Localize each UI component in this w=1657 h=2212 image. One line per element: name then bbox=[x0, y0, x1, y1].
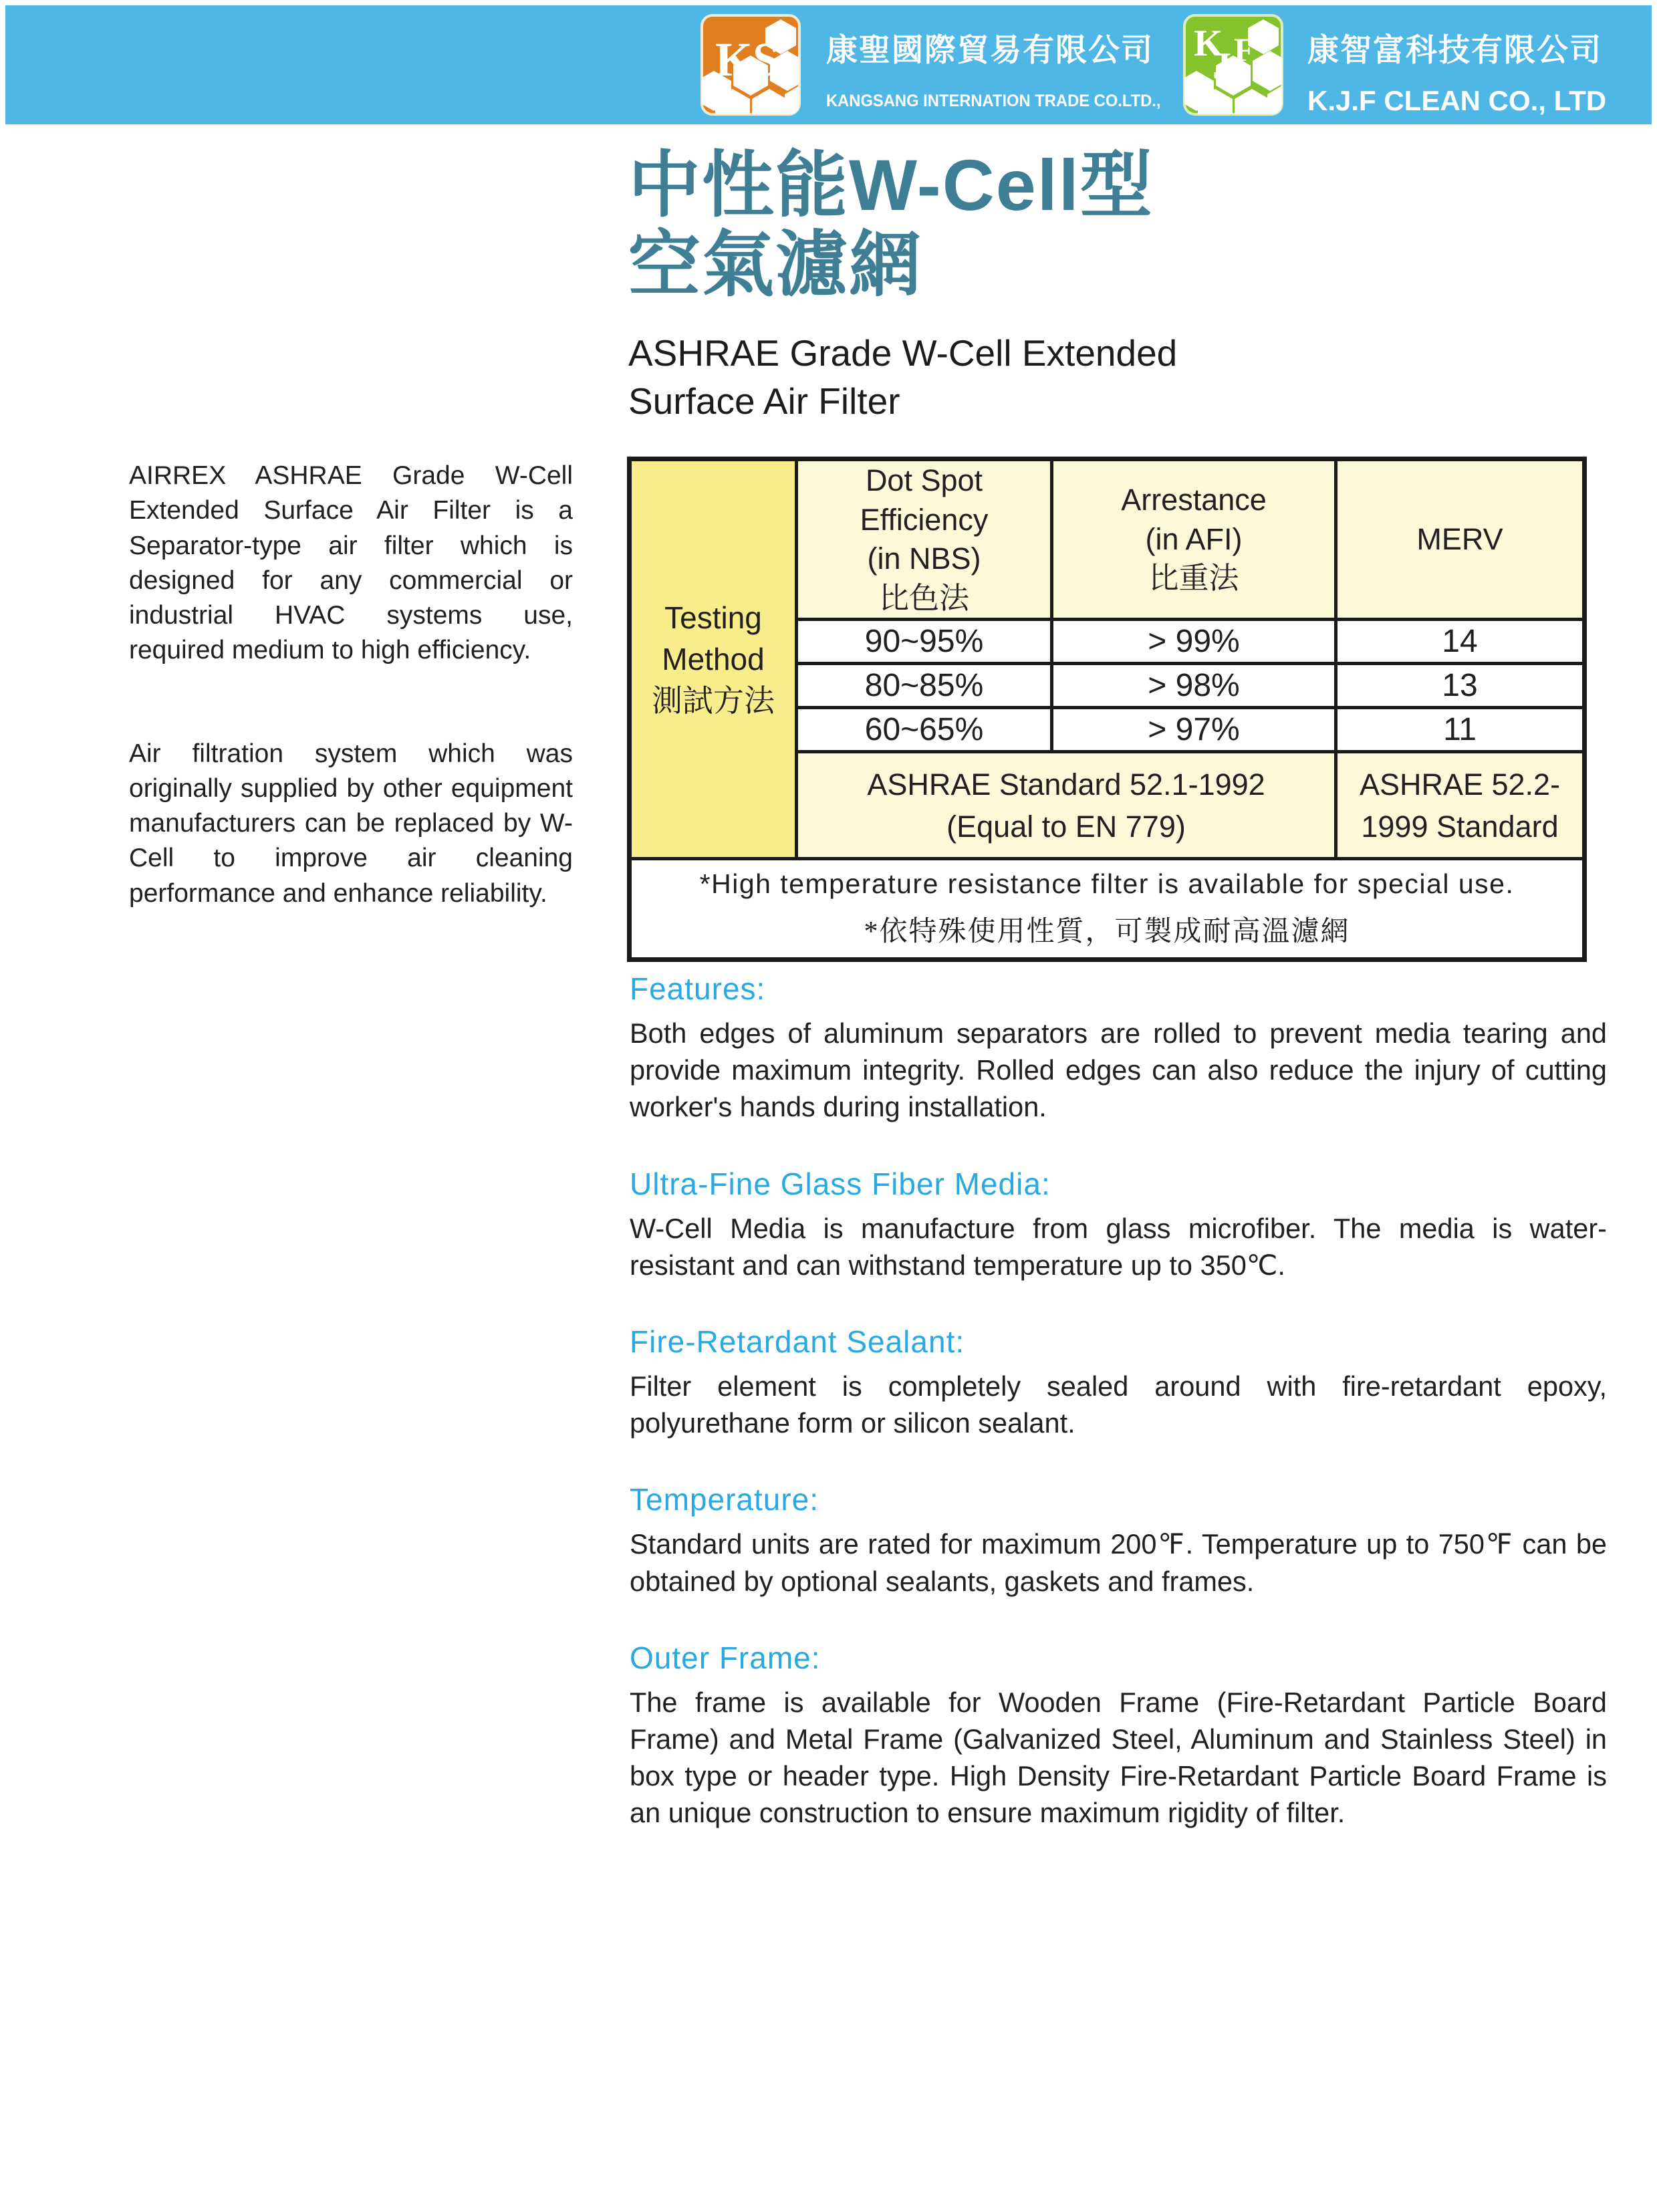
arrestance-zh: 比重法 bbox=[1148, 561, 1239, 596]
kjf-logo-letter-f: F bbox=[1234, 31, 1255, 68]
kjf-name-en: K.J.F CLEAN CO., LTD bbox=[1307, 85, 1607, 116]
product-title-zh-line2: 空氣濾網 bbox=[628, 223, 923, 305]
dotspot-line1: Dot Spot bbox=[865, 463, 983, 497]
section-heading: Outer Frame: bbox=[630, 1640, 821, 1675]
column-header-dot-spot bbox=[797, 459, 1052, 620]
section-heading: Ultra-Fine Glass Fiber Media: bbox=[630, 1166, 1051, 1201]
testing-method-line2: Method bbox=[662, 641, 765, 677]
merv-value: 11 bbox=[1336, 708, 1585, 752]
testing-method-line1: Testing bbox=[664, 600, 762, 635]
table-header-row bbox=[630, 459, 1585, 620]
table-note-en: *High temperature resistance filter is available for special use. bbox=[699, 868, 1515, 899]
testing-method-zh: 測試方法 bbox=[652, 683, 775, 719]
intro-paragraph-2: Air filtration system which was originally supplied by other equipment manufacturers can be replaced by W-Cell to improve air cleaning performance and enhance reliability. bbox=[129, 739, 573, 908]
arrestance-value: > 97% bbox=[1052, 708, 1336, 752]
product-title-en-line1: ASHRAE Grade W-Cell Extended bbox=[628, 332, 1178, 374]
arrestance-line1: Arrestance bbox=[1121, 483, 1267, 517]
product-title-zh bbox=[628, 146, 1177, 305]
table-note-zh: *依特殊使用性質，可製成耐高溫濾網 bbox=[864, 916, 1350, 947]
section-outer-frame bbox=[630, 1640, 1607, 1832]
section-heading: Features: bbox=[630, 971, 766, 1006]
table-note-cell bbox=[630, 859, 1585, 960]
testing-method-cell bbox=[630, 459, 797, 859]
column-header-merv bbox=[1336, 459, 1585, 620]
ashrae-522-line1: ASHRAE 52.2- bbox=[1359, 767, 1561, 802]
section-body: Standard units are rated for maximum 200℉. Temperature up to 750℉ can be obtained by optional sealants, gaskets and frames. bbox=[630, 1528, 1607, 1597]
efficiency-value: 60~65% bbox=[797, 708, 1052, 752]
dotspot-line3: (in NBS) bbox=[867, 541, 981, 576]
testing-method-table bbox=[627, 457, 1587, 962]
section-body: W-Cell Media is manufacture from glass microfiber. The media is water-resistant and can withstand temperature up to 350℃. bbox=[630, 1212, 1607, 1281]
section-body: Filter element is completely sealed around with fire-retardant epoxy, polyurethane form or silicon sealant. bbox=[630, 1370, 1607, 1439]
merv-value: 14 bbox=[1336, 620, 1585, 664]
feature-sections bbox=[630, 971, 1607, 1871]
kangsang-logo-icon bbox=[700, 14, 801, 116]
kangsang-name-en: KANGSANG INTERNATION TRADE CO.LTD., bbox=[826, 92, 1161, 110]
product-title-block bbox=[628, 146, 1177, 426]
merv-label: MERV bbox=[1416, 521, 1503, 556]
kangsang-name-zh: 康聖國際貿易有限公司 bbox=[826, 32, 1154, 68]
section-body: The frame is available for Wooden Frame (Fire-Retardant Particle Board Frame) and Metal Frame (Galvanized Steel, Aluminum and Stainless Steel) in box type or header type. High Density Fire-Retardant Particle Board Frame is an unique construction to ensure maximum rigidity of filter. bbox=[630, 1686, 1607, 1829]
ashrae-standard-line2: (Equal to EN 779) bbox=[946, 809, 1186, 844]
kjf-logo-letter-j: J bbox=[1213, 45, 1231, 87]
kjf-logo-letter-k: K bbox=[1194, 23, 1223, 64]
section-heading: Temperature: bbox=[630, 1482, 819, 1517]
section-body: Both edges of aluminum separators are rolled to prevent media tearing and provide maximum integrity. Rolled edges can also reduce the injury of cutting worker's hands during installation. bbox=[630, 1017, 1607, 1123]
intro-column bbox=[129, 459, 573, 911]
efficiency-value: 80~85% bbox=[797, 664, 1052, 708]
ashrae-522-line2: 1999 Standard bbox=[1361, 809, 1559, 844]
product-title-en-line2: Surface Air Filter bbox=[628, 380, 900, 422]
kjf-logo-icon bbox=[1183, 14, 1283, 116]
table-note-row bbox=[630, 859, 1585, 960]
merv-value: 13 bbox=[1336, 664, 1585, 708]
section-fire-retardant-sealant bbox=[630, 1324, 1607, 1441]
ashrae-standard-cell bbox=[797, 752, 1336, 859]
section-features bbox=[630, 971, 1607, 1126]
section-glass-fiber-media bbox=[630, 1166, 1607, 1283]
dotspot-zh: 比色法 bbox=[878, 580, 969, 615]
product-title-en bbox=[628, 329, 1177, 426]
section-temperature bbox=[630, 1481, 1607, 1599]
kjf-name-block bbox=[1307, 25, 1642, 117]
ashrae-standard-line1: ASHRAE Standard 52.1-1992 bbox=[867, 767, 1265, 802]
kjf-name-zh: 康智富科技有限公司 bbox=[1307, 32, 1602, 68]
arrestance-value: > 98% bbox=[1052, 664, 1336, 708]
company-header-bar bbox=[5, 5, 1652, 124]
intro-paragraph-1: AIRREX ASHRAE Grade W-Cell Extended Surface Air Filter is a Separator-type air filter which is designed for any commercial or industrial HVAC systems use, required medium to high efficiency. bbox=[129, 461, 573, 665]
dotspot-line2: Efficiency bbox=[860, 502, 989, 537]
efficiency-value: 90~95% bbox=[797, 620, 1052, 664]
column-header-arrestance bbox=[1052, 459, 1336, 620]
product-title-zh-line1: 中性能W-Cell型 bbox=[628, 144, 1154, 225]
kangsang-name-block bbox=[826, 25, 1174, 111]
ks-logo-text: KS bbox=[715, 33, 780, 86]
arrestance-value: > 99% bbox=[1052, 620, 1336, 664]
ashrae-522-cell bbox=[1336, 752, 1585, 859]
arrestance-line2: (in AFI) bbox=[1145, 521, 1243, 556]
section-heading: Fire-Retardant Sealant: bbox=[630, 1324, 965, 1359]
